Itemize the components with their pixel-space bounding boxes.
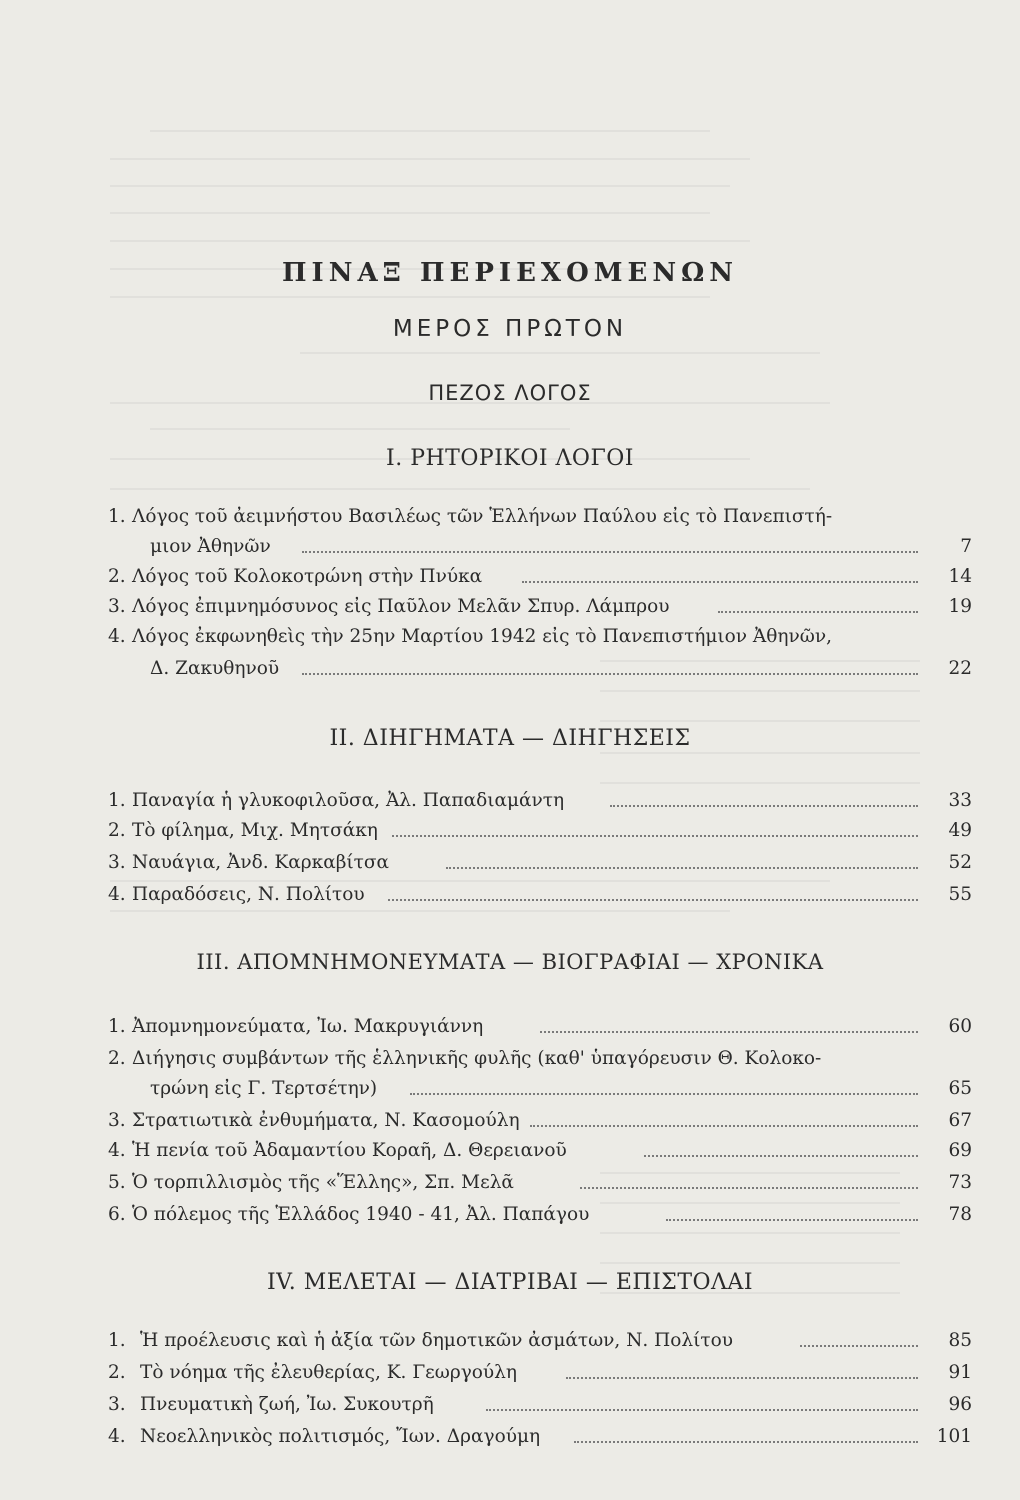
entry-number: 5. xyxy=(108,1172,126,1193)
entry-title: Λόγος ἐπιμνημόσυνος εἰς Παῦλον Μελᾶν Σπυρ. Λάμπρου xyxy=(132,596,670,617)
entry-title: Νεοελληνικὸς πολιτισμός, Ἴων. Δραγούμη xyxy=(140,1426,541,1447)
entry-title-line2: Δ. Ζακυθηνοῦ xyxy=(150,658,280,679)
entry-page: 67 xyxy=(948,1110,972,1131)
entry-title: Ναυάγια, Ἀνδ. Καρκαβίτσα xyxy=(132,852,390,873)
dot-leader xyxy=(800,1345,918,1347)
dot-leader xyxy=(410,1093,918,1095)
dot-leader xyxy=(610,805,918,807)
entry-page: 85 xyxy=(948,1330,972,1351)
toc-entry xyxy=(0,1016,1020,1046)
dot-leader xyxy=(302,673,918,675)
toc-entry xyxy=(0,1140,1020,1170)
entry-number: 2. xyxy=(108,820,126,841)
toc-entry xyxy=(0,1362,1020,1392)
entry-title: Λόγος ἐκφωνηθεὶς τὴν 25ην Μαρτίου 1942 εἰς τὸ Πανεπιστήμιον Ἀθηνῶν, xyxy=(132,626,832,647)
entry-number: 4. xyxy=(108,626,126,647)
dot-leader xyxy=(574,1441,918,1443)
entry-number: 4. xyxy=(108,1426,126,1447)
toc-entry-continuation xyxy=(0,536,1020,566)
entry-page: 19 xyxy=(948,596,972,617)
entry-title: Πνευματικὴ ζωή, Ἰω. Συκουτρῆ xyxy=(140,1394,434,1415)
dot-leader xyxy=(580,1187,918,1189)
dot-leader xyxy=(302,551,918,553)
entry-page: 73 xyxy=(948,1172,972,1193)
entry-number: 1. xyxy=(108,506,126,527)
entry-page: 22 xyxy=(948,658,972,679)
dot-leader xyxy=(540,1031,918,1033)
dot-leader xyxy=(388,899,918,901)
entry-number: 2. xyxy=(108,1048,126,1069)
dot-leader xyxy=(486,1409,918,1411)
toc-entry xyxy=(0,626,1020,656)
entry-number: 3. xyxy=(108,1394,126,1415)
entry-page: 101 xyxy=(936,1426,972,1447)
toc-entry-continuation xyxy=(0,658,1020,688)
entry-number: 3. xyxy=(108,852,126,873)
section-title-narratives: II. ΔΙΗΓΗΜΑΤΑ — ΔΙΗΓΗΣΕΙΣ xyxy=(329,726,691,751)
entry-page: 65 xyxy=(948,1078,972,1099)
entry-page: 78 xyxy=(948,1204,972,1225)
entry-number: 2. xyxy=(108,566,126,587)
entry-number: 2. xyxy=(108,1362,126,1383)
genre-heading: ΠΕΖΟΣ ΛΟΓΟΣ xyxy=(428,381,592,405)
entry-page: 14 xyxy=(948,566,972,587)
entry-page: 60 xyxy=(948,1016,972,1037)
toc-entry xyxy=(0,1204,1020,1234)
toc-entry xyxy=(0,1426,1020,1456)
entry-number: 3. xyxy=(108,1110,126,1131)
entry-title: Λόγος τοῦ ἀειμνήστου Βασιλέως τῶν Ἑλλήνων Παύλου εἰς τὸ Πανεπιστή- xyxy=(132,506,833,527)
entry-number: 4. xyxy=(108,1140,126,1161)
toc-entry-continuation xyxy=(0,1078,1020,1108)
entry-page: 55 xyxy=(948,884,972,905)
entry-title-line2: μιον Ἀθηνῶν xyxy=(150,536,271,557)
dot-leader xyxy=(522,581,918,583)
dot-leader xyxy=(644,1155,918,1157)
entry-title: Λόγος τοῦ Κολοκοτρώνη στὴν Πνύκα xyxy=(132,566,483,587)
entry-title: Ἡ προέλευσις καὶ ἡ ἀξία τῶν δημοτικῶν ἀσμάτων, Ν. Πολίτου xyxy=(140,1330,734,1351)
entry-title: Ἡ πενία τοῦ Ἀδαμαντίου Κοραῆ, Δ. Θερειανοῦ xyxy=(132,1140,567,1161)
entry-page: 7 xyxy=(960,536,972,557)
entry-number: 1. xyxy=(108,790,126,811)
entry-number: 6. xyxy=(108,1204,126,1225)
entry-title: Τὸ νόημα τῆς ἐλευθερίας, Κ. Γεωργούλη xyxy=(140,1362,517,1383)
toc-entry xyxy=(0,596,1020,626)
entry-page: 91 xyxy=(948,1362,972,1383)
entry-title: Ὁ τορπιλλισμὸς τῆς «Ἕλλης», Σπ. Μελᾶ xyxy=(132,1172,514,1193)
toc-entry xyxy=(0,820,1020,850)
toc-entry xyxy=(0,1048,1020,1078)
section-title-rhetorical: I. ΡΗΤΟΡΙΚΟΙ ΛΟΓΟΙ xyxy=(386,446,634,471)
toc-entry xyxy=(0,1110,1020,1140)
dot-leader xyxy=(530,1125,918,1127)
entry-page: 96 xyxy=(948,1394,972,1415)
entry-title: Διήγησις συμβάντων τῆς ἑλληνικῆς φυλῆς (καθ' ὑπαγόρευσιν Θ. Κολοκο- xyxy=(132,1048,822,1069)
toc-entry xyxy=(0,1394,1020,1424)
entry-page: 52 xyxy=(948,852,972,873)
entry-title: Παραδόσεις, Ν. Πολίτου xyxy=(132,884,365,905)
dot-leader xyxy=(566,1377,918,1379)
entry-title: Ὁ πόλεμος τῆς Ἑλλάδος 1940 - 41, Ἀλ. Παπάγου xyxy=(132,1204,590,1225)
entry-page: 69 xyxy=(948,1140,972,1161)
section-title-studies: IV. ΜΕΛΕΤΑΙ — ΔΙΑΤΡΙΒΑΙ — ΕΠΙΣΤΟΛΑΙ xyxy=(266,1270,754,1295)
dot-leader xyxy=(392,835,918,837)
entry-title-line2: τρώνη εἰς Γ. Τερτσέτην) xyxy=(150,1078,378,1099)
entry-number: 1. xyxy=(108,1330,126,1351)
part-heading: ΜΕΡΟΣ ΠΡΩΤΟΝ xyxy=(392,316,628,342)
entry-number: 1. xyxy=(108,1016,126,1037)
toc-entry xyxy=(0,852,1020,882)
dot-leader xyxy=(718,611,918,613)
toc-entry xyxy=(0,884,1020,914)
section-title-memoirs: III. ΑΠΟΜΝΗΜΟΝΕΥΜΑΤΑ — ΒΙΟΓΡΑΦΙΑΙ — ΧΡΟΝΙΚΑ xyxy=(196,950,824,974)
toc-entry xyxy=(0,566,1020,596)
entry-number: 3. xyxy=(108,596,126,617)
entry-page: 49 xyxy=(948,820,972,841)
entry-title: Ἀπομνημονεύματα, Ἰω. Μακρυγιάννη xyxy=(132,1016,484,1037)
entry-title: Τὸ φίλημα, Μιχ. Μητσάκη xyxy=(132,820,378,841)
entry-title: Παναγία ἡ γλυκοφιλοῦσα, Ἀλ. Παπαδιαμάντη xyxy=(132,790,565,811)
toc-entry xyxy=(0,1330,1020,1360)
contents-title: ΠΙΝΑΞ ΠΕΡΙΕΧΟΜΕΝΩΝ xyxy=(282,258,738,288)
entry-title: Στρατιωτικὰ ἐνθυμήματα, Ν. Κασομούλη xyxy=(132,1110,520,1131)
toc-entry xyxy=(0,1172,1020,1202)
toc-entry xyxy=(0,506,1020,536)
entry-page: 33 xyxy=(948,790,972,811)
toc-entry xyxy=(0,790,1020,820)
entry-number: 4. xyxy=(108,884,126,905)
dot-leader xyxy=(446,867,918,869)
dot-leader xyxy=(666,1219,918,1221)
